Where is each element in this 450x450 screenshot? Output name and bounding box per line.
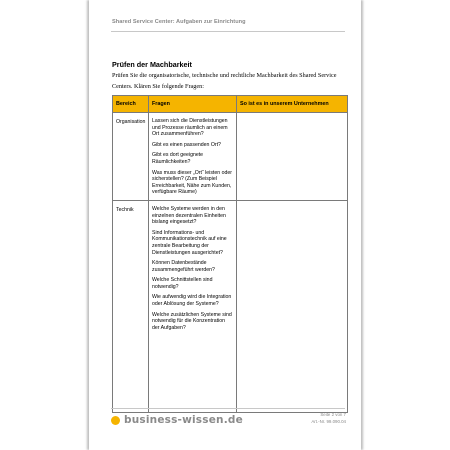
table-row-organisation xyxy=(113,113,348,201)
section-title: Prüfen der Machbarkeit xyxy=(112,60,192,69)
question-item: Was muss dieser „Ort“ leisten oder sicherstellen? (Zum Beispiel Erreichbarkeit, Nähe zum Kunden, verfügbare Räume) xyxy=(152,169,232,196)
running-header: Shared Service Center: Aufgaben zur Einrichtung xyxy=(112,19,246,25)
table-header-row xyxy=(113,96,348,113)
page-info xyxy=(311,412,346,425)
logo-dot-icon xyxy=(111,416,120,425)
questions-table xyxy=(112,95,348,413)
question-item: Sind Informations- und Kommunikationstechnik auf eine zentrale Bearbeitung der Dienstleistungen ausgerichtet? xyxy=(152,229,227,256)
question-item: Wie aufwendig wird die Integration oder Ablösung der Systeme? xyxy=(152,294,232,308)
questions-cell xyxy=(149,113,237,201)
answer-cell[interactable] xyxy=(237,200,348,412)
question-item: Gibt es einen passenden Ort? xyxy=(152,141,221,148)
question-item: Lassen sich die Dienstleistungen und Prozesse räumlich an einem Ort zusammenführen? xyxy=(152,118,228,138)
question-item: Gibt es dort geeignete Räumlichkeiten? xyxy=(152,152,204,165)
area-cell: Organisation xyxy=(113,113,149,201)
footer-divider xyxy=(111,408,345,409)
header-divider xyxy=(111,31,345,32)
page-number: Seite 2 von 7 xyxy=(320,412,346,417)
brand-logo xyxy=(111,414,243,426)
column-header-questions: Fragen xyxy=(149,96,237,113)
questions-cell xyxy=(149,200,237,412)
table-row-technik xyxy=(113,200,348,412)
question-item: Welche Schnittstellen sind notwendig? xyxy=(152,277,213,290)
article-number: Art.-Nr. 99.090.04 xyxy=(311,418,346,424)
answer-cell[interactable] xyxy=(237,113,348,201)
area-cell: Technik xyxy=(113,200,149,412)
brand-name: business-wissen.de xyxy=(124,414,243,426)
question-item: Welche zusätzlichen Systeme sind notwendig für die Konzentration der Aufgaben? xyxy=(152,311,232,331)
column-header-answer: So ist es in unserem Unternehmen xyxy=(237,96,348,113)
question-item: Können Datenbestände zusammengeführt werden? xyxy=(152,260,215,273)
column-header-area: Bereich xyxy=(113,96,149,113)
section-intro: Prüfen Sie die organisatorische, technische und rechtliche Machbarkeit des Shared Service Centers. Klären Sie folgende Fragen: xyxy=(112,72,337,90)
question-item: Welche Systeme werden in den einzelnen dezentralen Einheiten bislang eingesetzt? xyxy=(152,205,226,226)
